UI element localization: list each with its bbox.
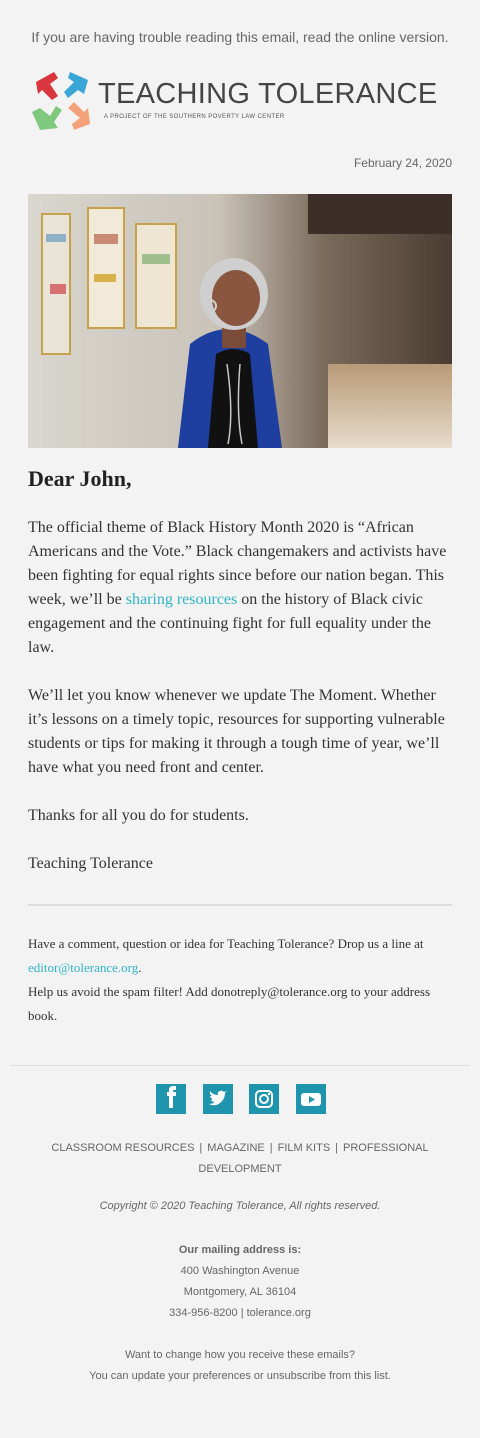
preheader[interactable] [0, 29, 480, 45]
footer-divider [10, 1065, 470, 1066]
preferences [0, 1345, 480, 1387]
copyright: Copyright © 2020 Teaching Tolerance, All rights reserved. [99, 1200, 381, 1212]
portrait-photo-icon [28, 194, 452, 448]
email-date: February 24, 2020 [353, 156, 452, 170]
instagram-link[interactable] [249, 1084, 279, 1114]
nav-classroom-resources[interactable]: CLASSROOM RESOURCES [51, 1142, 195, 1154]
signature: Teaching Tolerance [28, 855, 153, 872]
logo-subtitle: A PROJECT OF THE SOUTHERN POVERTY LAW CENTER [104, 114, 285, 120]
contact-text: Have a comment, question or idea for Teaching Tolerance? Drop us a line at [28, 936, 424, 951]
p1-text-before: The official theme of Black History Month 2020 is “African Americans and the Vote.” Black changemakers and activists have been fighting for equal rights since before our nation began. This week, we’ll be [28, 519, 447, 608]
prefs-line-2[interactable]: You can update your preferences or unsubscribe from this list. [89, 1370, 391, 1382]
instagram-icon [249, 1084, 279, 1114]
twitter-link[interactable] [203, 1084, 233, 1114]
sharing-resources-link[interactable]: sharing resources [125, 591, 238, 608]
logo-title: TEACHING TOLERANCE [98, 78, 438, 110]
body-paragraph-2: We’ll let you know whenever we update The Moment. Whether it’s lessons on a timely topic, resources for supporting vulnerable students or tips for making it through a tough time of year, we’ll have what you need front and center. [28, 687, 445, 776]
address-phone-site: 334-956-8200 | tolerance.org [169, 1307, 311, 1319]
teaching-tolerance-logo[interactable] [28, 68, 438, 136]
facebook-icon [156, 1084, 186, 1114]
nav-professional-development[interactable]: PROFESSIONAL DEVELOPMENT [198, 1142, 429, 1175]
content-divider [28, 904, 452, 906]
nav-separator: | [335, 1142, 339, 1154]
editor-email-link[interactable]: editor@tolerance.org [28, 960, 139, 975]
contact-line [28, 932, 452, 980]
body-paragraph-1 [28, 516, 452, 660]
address-street: 400 Washington Avenue [180, 1265, 300, 1277]
contact-period: . [138, 960, 142, 975]
youtube-icon [296, 1084, 326, 1114]
preheader-text[interactable]: If you are having trouble reading this email, read the online version. [31, 29, 449, 45]
body-paragraph-3: Thanks for all you do for students. [28, 807, 249, 824]
greeting: Dear John, [28, 466, 132, 491]
twitter-icon [203, 1084, 233, 1114]
hands-logo-icon [28, 68, 94, 134]
footer-nav [40, 1138, 440, 1180]
youtube-link[interactable] [296, 1084, 326, 1114]
nav-separator: | [199, 1142, 203, 1154]
p1-text-after: on the history of Black civic engagement and the continuing fight for full equality under the law. [28, 591, 431, 656]
address-city: Montgomery, AL 36104 [183, 1286, 297, 1298]
hero-image[interactable] [28, 194, 452, 448]
nav-separator: | [269, 1142, 273, 1154]
social-links [156, 1084, 326, 1116]
prefs-line-1: Want to change how you receive these emails? [124, 1349, 356, 1361]
address-label: Our mailing address is: [178, 1244, 302, 1256]
nav-magazine[interactable]: MAGAZINE [207, 1142, 265, 1154]
facebook-link[interactable] [156, 1084, 186, 1114]
mailing-address [0, 1240, 480, 1324]
nav-film-kits[interactable]: FILM KITS [277, 1142, 331, 1154]
spam-filter-note: Help us avoid the spam filter! Add donotreply@tolerance.org to your address book. [28, 984, 430, 1023]
